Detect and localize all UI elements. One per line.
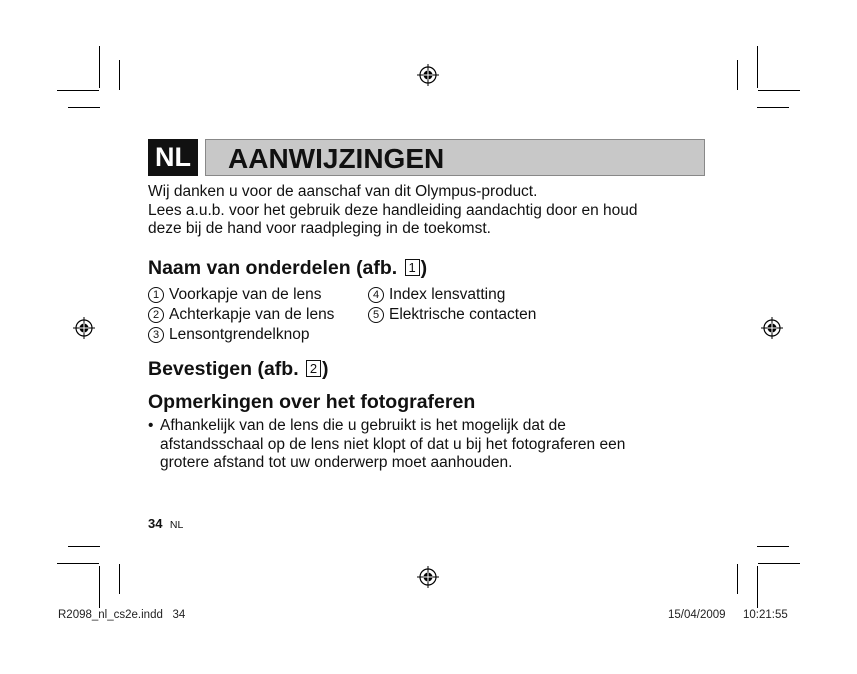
crop-mark xyxy=(757,107,789,108)
crop-mark xyxy=(758,90,800,91)
part-number: 3 xyxy=(148,327,164,343)
crop-mark xyxy=(757,46,758,88)
page-number-label xyxy=(148,515,183,533)
registration-mark-icon xyxy=(417,566,439,588)
parts-heading xyxy=(148,256,427,280)
page-number: 34 xyxy=(148,516,163,531)
page-lang: NL xyxy=(169,519,184,531)
crop-mark xyxy=(737,564,738,594)
part-number: 4 xyxy=(368,287,384,303)
crop-mark xyxy=(758,563,800,564)
parts-heading-close: ) xyxy=(420,257,428,279)
registration-mark-icon xyxy=(417,64,439,86)
notes-line: afstandsschaal op de lens niet klopt of dat u bij het fotograferen een xyxy=(160,435,626,453)
notes-bullet-item xyxy=(148,417,708,473)
figure-number-box: 1 xyxy=(405,259,420,276)
part-item xyxy=(148,305,334,324)
crop-mark xyxy=(68,107,100,108)
part-number: 2 xyxy=(148,307,164,323)
part-number: 1 xyxy=(148,287,164,303)
part-label: Elektrische contacten xyxy=(389,306,537,323)
registration-mark-icon xyxy=(761,317,783,339)
crop-mark xyxy=(57,90,99,91)
crop-mark xyxy=(737,60,738,90)
notes-line: Afhankelijk van de lens die u gebruikt is het mogelijk dat de xyxy=(160,417,566,434)
mount-heading xyxy=(148,357,329,381)
part-label: Achterkapje van de lens xyxy=(169,306,335,323)
intro-line: Lees a.u.b. voor het gebruik deze handleiding aandachtig door en houd xyxy=(148,201,638,219)
language-badge: NL xyxy=(148,139,198,176)
part-label: Lensontgrendelknop xyxy=(169,326,310,343)
figure-number-box: 2 xyxy=(306,360,321,377)
crop-mark xyxy=(119,564,120,594)
part-item xyxy=(368,305,536,324)
print-time: 10:21:55 xyxy=(743,609,788,621)
parts-heading-text: Naam van onderdelen (afb. xyxy=(148,257,403,279)
mount-heading-text: Bevestigen (afb. xyxy=(148,358,305,380)
crop-mark xyxy=(57,563,99,564)
intro-paragraph xyxy=(148,183,708,239)
crop-mark xyxy=(119,60,120,90)
page-title: AANWIJZINGEN xyxy=(228,143,445,174)
crop-mark xyxy=(99,566,100,608)
crop-mark xyxy=(68,546,100,547)
part-item xyxy=(148,325,309,344)
notes-heading: Opmerkingen over het fotograferen xyxy=(148,391,476,413)
notes-line: grotere afstand tot uw onderwerp moet aanhouden. xyxy=(160,454,513,471)
crop-mark xyxy=(757,546,789,547)
print-file-slug: R2098_nl_cs2e.indd 34 xyxy=(58,609,186,621)
intro-line: Wij danken u voor de aanschaf van dit Olympus-product. xyxy=(148,183,538,200)
bullet-icon: • xyxy=(148,417,154,434)
section-title-bar xyxy=(205,139,705,176)
part-label: Voorkapje van de lens xyxy=(169,286,322,303)
crop-mark xyxy=(99,46,100,88)
part-label: Index lensvatting xyxy=(389,286,506,303)
crop-mark xyxy=(757,566,758,608)
part-number: 5 xyxy=(368,307,384,323)
registration-mark-icon xyxy=(73,317,95,339)
part-item xyxy=(368,285,505,304)
mount-heading-close: ) xyxy=(322,358,329,380)
intro-line: deze bij de hand voor raadpleging in de toekomst. xyxy=(148,220,491,237)
part-item xyxy=(148,285,322,304)
print-date: 15/04/2009 xyxy=(668,609,726,621)
